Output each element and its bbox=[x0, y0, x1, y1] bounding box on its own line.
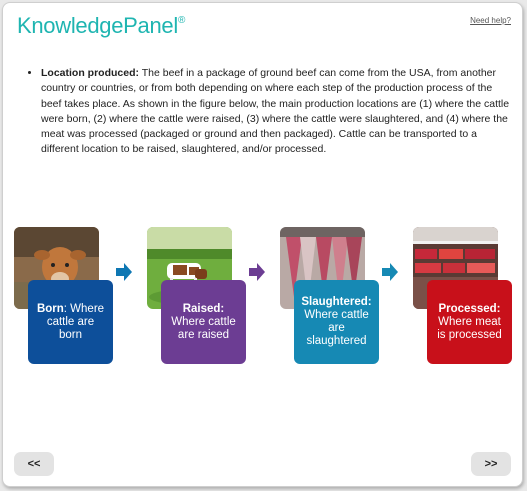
slaughtered-step-title: Slaughtered: bbox=[301, 296, 372, 308]
processed-step-title: Processed: bbox=[438, 302, 501, 315]
born-step-box bbox=[28, 280, 113, 364]
born-step-title-suffix: : Where bbox=[63, 302, 105, 315]
raised-step-box bbox=[161, 280, 246, 364]
raised-step-title: Raised: bbox=[182, 302, 225, 315]
processed-step-box bbox=[427, 280, 512, 364]
slaughtered-step-desc: Where cattle are slaughtered bbox=[304, 309, 369, 347]
arrow-right-icon bbox=[249, 263, 265, 281]
knowledge-panel bbox=[2, 2, 523, 487]
born-step-desc: cattle are born bbox=[46, 315, 95, 341]
bullet-title: Location produced: bbox=[41, 67, 139, 79]
location-produced-text bbox=[27, 66, 511, 158]
back-button[interactable]: << bbox=[14, 452, 54, 476]
born-step-title: Born bbox=[36, 302, 64, 315]
knowledgepanel-logo: KnowledgePanel® bbox=[17, 13, 186, 38]
next-button[interactable]: >> bbox=[471, 452, 511, 476]
processed-step-desc: Where meat is processed bbox=[437, 315, 502, 341]
raised-step-desc: Where cattle are raised bbox=[171, 315, 236, 341]
bullet-text: The beef in a package of ground beef can come from the USA, from another country or countries, or from both depending on where each step of the production process of the beef takes place. As shown in the figure below, the main production locations are (1) where the cattle were born, (2) where the cattle were raised, (3) where the cattle were slaughtered, and (4) where the meat was processed (packaged or ground and then packaged). Cattle can be transported to a different location to be raised, slaughtered, and/or processed. bbox=[41, 67, 510, 156]
bullet-item bbox=[41, 66, 511, 158]
need-help-link[interactable]: Need help? bbox=[470, 16, 511, 25]
slaughtered-step-box bbox=[294, 280, 379, 364]
arrow-right-icon bbox=[116, 263, 132, 281]
arrow-right-icon bbox=[382, 263, 398, 281]
